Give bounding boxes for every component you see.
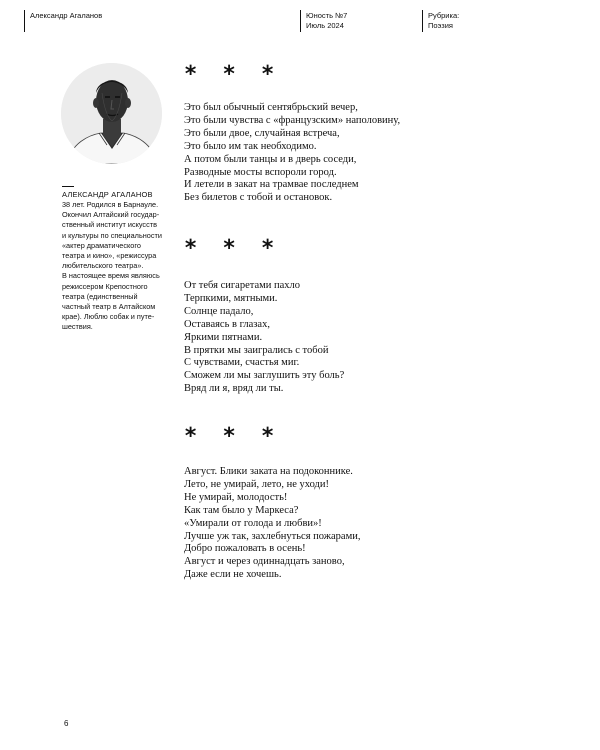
poem-line: Разводные мосты вспороли город.	[184, 166, 337, 178]
poem-2	[184, 280, 344, 396]
poem-line: Это было им так необходимо.	[184, 140, 317, 152]
header-rubric-label: Рубрика:	[428, 11, 460, 20]
poem-line: Лето, не умирай, лето, не уходи!	[184, 478, 329, 490]
bio-line: театра и кино», «режиссура	[62, 251, 157, 261]
header-divider-left	[24, 10, 25, 32]
author-portrait	[61, 63, 162, 164]
poem-line: Это были двое, случайная встреча,	[184, 127, 340, 139]
poem-line: Без билетов с тобой и остановок.	[184, 192, 333, 204]
poem-line: Добро пожаловать в осень!	[184, 543, 306, 555]
bio-divider	[62, 186, 74, 187]
header-author: Александр Агаланов	[30, 11, 103, 20]
header-rubric: Поэзия	[428, 21, 453, 30]
bio-line: частный театр в Алтайском	[62, 302, 156, 312]
bio-line: ственный институт искусств	[62, 220, 157, 230]
page-number: 6	[64, 719, 69, 728]
poem-line: А потом были танцы и в дверь соседи,	[184, 153, 357, 165]
bio-line: Окончил Алтайский государ-	[62, 210, 160, 220]
poem-line: Не умирай, молодость!	[184, 491, 288, 503]
poem-line: В прятки мы заигрались с тобой	[184, 344, 329, 356]
portrait-illustration	[61, 63, 162, 164]
bio-line: «актер драматического	[62, 240, 141, 250]
poem-line: Это был обычный сентябрьский вечер,	[184, 102, 358, 113]
header-date: Июль 2024	[306, 21, 344, 30]
header-divider-middle	[300, 10, 301, 32]
header-divider-right	[422, 10, 423, 32]
poem-line: Это были чувства с «французским» наполовину,	[184, 114, 401, 126]
poem-line: «Умирали от голода и любви»!	[184, 517, 322, 529]
poem-line: Оставаясь в глазах,	[184, 318, 270, 330]
bio-line: крае). Люблю собак и путе-	[62, 312, 155, 322]
poem-line: Лучше уж так, захлебнуться пожарами,	[184, 530, 361, 542]
poem-line: Даже если не хочешь.	[184, 569, 282, 581]
poem-line: Вряд ли я, вряд ли ты.	[184, 383, 284, 395]
poem-line: Август и через одиннадцать заново,	[184, 556, 345, 568]
poem-line: Солнце падало,	[184, 305, 254, 317]
bio-line: шествия.	[62, 322, 93, 332]
bio-line: режиссером Крепостного	[62, 281, 148, 291]
poem-line: С чувствами, счастья миг.	[184, 357, 300, 369]
poem-line: И летели в закат на трамвае последнем	[184, 179, 359, 191]
bio-line: любительского театра».	[62, 261, 144, 271]
poem-separator: * * *	[184, 62, 281, 87]
poem-separator: * * *	[184, 236, 281, 261]
poem-separator: * * *	[184, 424, 281, 449]
poem-line: Сможем ли мы заглушить эту боль?	[184, 370, 345, 382]
poem-line: Август. Блики заката на подоконнике.	[184, 466, 353, 477]
poem-1	[184, 102, 400, 205]
poem-line: От тебя сигаретами пахло	[184, 280, 301, 291]
poem-line: Яркими пятнами.	[184, 331, 263, 343]
bio-line: 38 лет. Родился в Барнауле.	[62, 200, 159, 209]
header-magazine: Юность №7	[306, 11, 348, 20]
bio-line: театра (единственный	[62, 291, 138, 301]
poem-3	[184, 466, 360, 582]
poem-line: Терпкими, мятными.	[184, 292, 278, 304]
author-name: АЛЕКСАНДР АГАЛАНОВ	[62, 190, 153, 199]
bio-line: В настоящее время являюсь	[62, 271, 160, 281]
poem-line: Как там было у Маркеса?	[184, 504, 299, 516]
author-bio	[62, 200, 162, 333]
bio-line: и культуры по специальности	[62, 230, 162, 240]
